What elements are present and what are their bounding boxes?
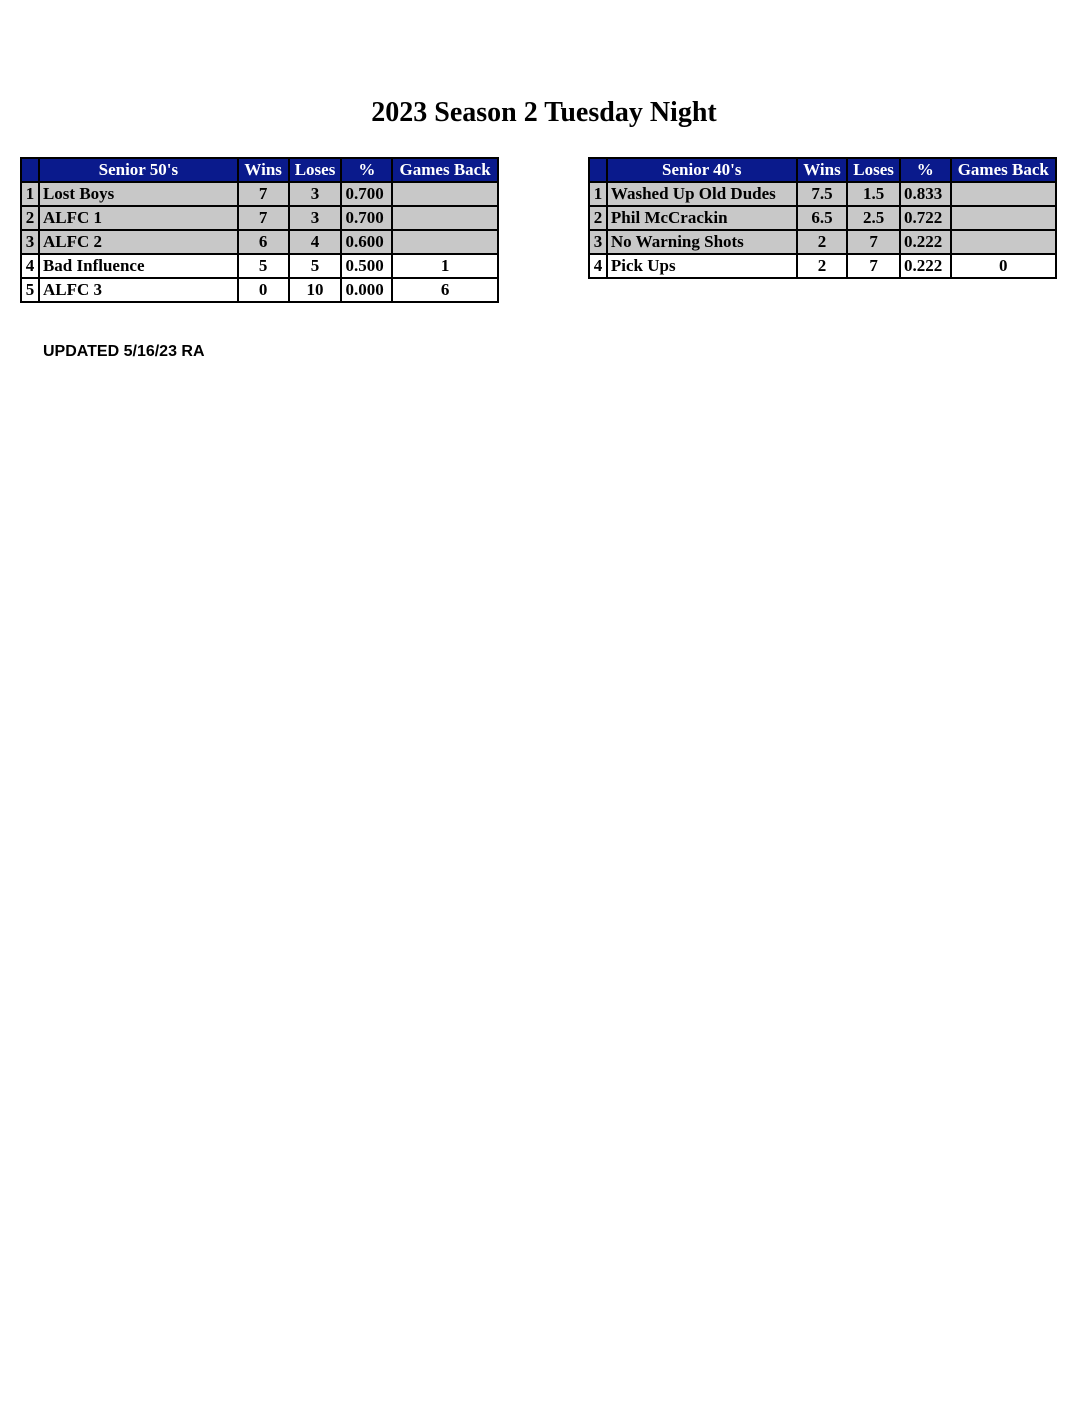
loses-cell: 4	[289, 230, 342, 254]
loses-cell: 10	[289, 278, 342, 302]
wins-cell: 7.5	[797, 182, 848, 206]
loses-cell: 1.5	[847, 182, 900, 206]
games-back-cell: 1	[392, 254, 498, 278]
games-back-cell	[392, 230, 498, 254]
games-back-cell	[392, 206, 498, 230]
pct-cell: 0.833	[900, 182, 951, 206]
loses-cell: 7	[847, 230, 900, 254]
team-name-cell: ALFC 2	[39, 230, 238, 254]
rank-header	[589, 158, 607, 182]
table-row	[21, 278, 498, 302]
rank-cell: 3	[589, 230, 607, 254]
pct-header: %	[341, 158, 392, 182]
games-back-cell	[951, 206, 1056, 230]
table-row	[21, 206, 498, 230]
updated-note: UPDATED 5/16/23 RA	[43, 343, 205, 360]
wins-cell: 6	[238, 230, 289, 254]
rank-cell: 4	[589, 254, 607, 278]
loses-header: Loses	[289, 158, 342, 182]
rank-cell: 4	[21, 254, 39, 278]
pct-cell: 0.722	[900, 206, 951, 230]
wins-cell: 7	[238, 182, 289, 206]
table-row	[589, 254, 1056, 278]
pct-cell: 0.700	[341, 182, 392, 206]
wins-header: Wins	[797, 158, 848, 182]
team-name-cell: No Warning Shots	[607, 230, 797, 254]
games-back-header: Games Back	[392, 158, 498, 182]
team-name-cell: Pick Ups	[607, 254, 797, 278]
team-name-cell: Washed Up Old Dudes	[607, 182, 797, 206]
games-back-header: Games Back	[951, 158, 1056, 182]
pct-cell: 0.700	[341, 206, 392, 230]
table-row	[21, 254, 498, 278]
division-header: Senior 40's	[607, 158, 797, 182]
team-name-cell: ALFC 1	[39, 206, 238, 230]
pct-header: %	[900, 158, 951, 182]
loses-cell: 3	[289, 182, 342, 206]
loses-cell: 3	[289, 206, 342, 230]
rank-cell: 1	[21, 182, 39, 206]
rank-cell: 2	[589, 206, 607, 230]
team-name-cell: ALFC 3	[39, 278, 238, 302]
rank-header	[21, 158, 39, 182]
standings-table-senior-50s	[20, 157, 499, 303]
wins-header: Wins	[238, 158, 289, 182]
loses-cell: 2.5	[847, 206, 900, 230]
wins-cell: 2	[797, 254, 848, 278]
pct-cell: 0.222	[900, 254, 951, 278]
team-name-cell: Phil McCrackin	[607, 206, 797, 230]
loses-cell: 7	[847, 254, 900, 278]
wins-cell: 5	[238, 254, 289, 278]
games-back-cell	[951, 182, 1056, 206]
games-back-cell	[392, 182, 498, 206]
standings-table-senior-40s	[588, 157, 1057, 279]
division-header: Senior 50's	[39, 158, 238, 182]
pct-cell: 0.000	[341, 278, 392, 302]
pct-cell: 0.600	[341, 230, 392, 254]
pct-cell: 0.500	[341, 254, 392, 278]
table-header-row	[589, 158, 1056, 182]
games-back-cell: 6	[392, 278, 498, 302]
table-row	[589, 206, 1056, 230]
rank-cell: 5	[21, 278, 39, 302]
rank-cell: 2	[21, 206, 39, 230]
rank-cell: 1	[589, 182, 607, 206]
loses-header: Loses	[847, 158, 900, 182]
table-row	[21, 182, 498, 206]
wins-cell: 7	[238, 206, 289, 230]
wins-cell: 0	[238, 278, 289, 302]
games-back-cell: 0	[951, 254, 1056, 278]
wins-cell: 2	[797, 230, 848, 254]
table-row	[21, 230, 498, 254]
table-row	[589, 230, 1056, 254]
table-row	[589, 182, 1056, 206]
table-header-row	[21, 158, 498, 182]
pct-cell: 0.222	[900, 230, 951, 254]
games-back-cell	[951, 230, 1056, 254]
loses-cell: 5	[289, 254, 342, 278]
wins-cell: 6.5	[797, 206, 848, 230]
rank-cell: 3	[21, 230, 39, 254]
team-name-cell: Bad Influence	[39, 254, 238, 278]
team-name-cell: Lost Boys	[39, 182, 238, 206]
page-title: 2023 Season 2 Tuesday Night	[371, 97, 717, 128]
